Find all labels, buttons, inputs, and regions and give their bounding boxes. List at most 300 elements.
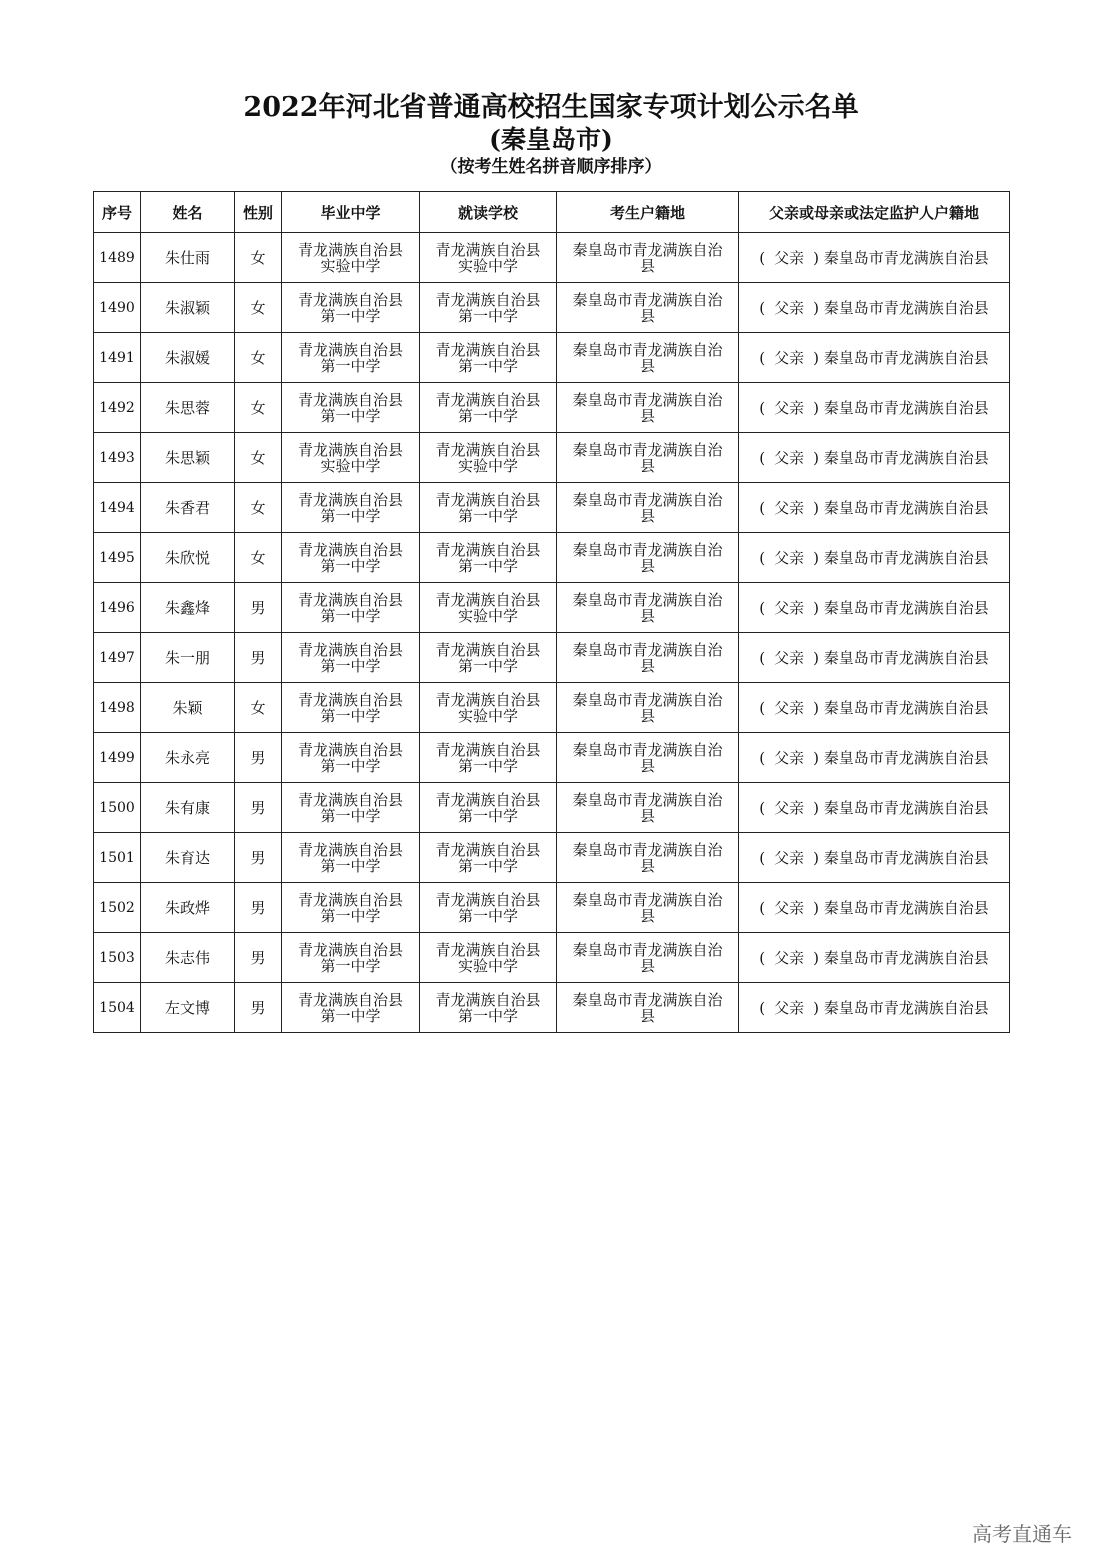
guardian-place: 秦皇岛市青龙满族自治县 xyxy=(823,399,989,417)
student-name: 朱鑫烽 xyxy=(141,583,235,633)
serial-number: 1491 xyxy=(94,333,141,383)
student-gender: 女 xyxy=(235,333,282,383)
student-name: 朱欣悦 xyxy=(141,533,235,583)
household-registration-line1: 秦皇岛市青龙满族自治 xyxy=(572,340,723,359)
table-row xyxy=(94,583,1010,633)
graduated-school-line1: 青龙满族自治县 xyxy=(297,590,403,609)
student-name: 朱思蓉 xyxy=(141,383,235,433)
household-registration-line2: 县 xyxy=(639,556,655,575)
graduated-school xyxy=(282,983,420,1033)
graduated-school-line2: 第一中学 xyxy=(320,606,381,625)
guardian-open-paren: ( xyxy=(759,299,766,317)
student-gender: 女 xyxy=(235,283,282,333)
household-registration-line2: 县 xyxy=(639,656,655,675)
guardian-place: 秦皇岛市青龙满族自治县 xyxy=(823,299,989,317)
header-household-registration: 考生户籍地 xyxy=(557,192,739,233)
student-gender: 女 xyxy=(235,383,282,433)
table-row xyxy=(94,483,1010,533)
guardian-place: 秦皇岛市青龙满族自治县 xyxy=(823,999,989,1017)
guardian-open-paren: ( xyxy=(759,799,766,817)
graduated-school-line1: 青龙满族自治县 xyxy=(297,640,403,659)
current-school-line1: 青龙满族自治县 xyxy=(435,640,541,659)
current-school-line2: 实验中学 xyxy=(457,706,518,725)
guardian-relation: 父亲 xyxy=(774,399,805,417)
guardian-close-paren: ) xyxy=(813,299,819,317)
guardian-registration xyxy=(739,483,1010,533)
guardian-registration xyxy=(739,533,1010,583)
household-registration-line2: 县 xyxy=(639,406,655,425)
guardian-close-paren: ) xyxy=(813,799,819,817)
header-guardian-registration: 父亲或母亲或法定监护人户籍地 xyxy=(739,192,1010,233)
current-school-line1: 青龙满族自治县 xyxy=(435,690,541,709)
household-registration-line1: 秦皇岛市青龙满族自治 xyxy=(572,840,723,859)
guardian-close-paren: ) xyxy=(813,349,819,367)
household-registration-line1: 秦皇岛市青龙满族自治 xyxy=(572,990,723,1009)
graduated-school-line2: 第一中学 xyxy=(320,656,381,675)
household-registration xyxy=(557,933,739,983)
household-registration-line1: 秦皇岛市青龙满族自治 xyxy=(572,440,723,459)
guardian-open-paren: ( xyxy=(759,399,766,417)
guardian-close-paren: ) xyxy=(813,249,819,267)
current-school-line2: 第一中学 xyxy=(457,356,518,375)
serial-number: 1498 xyxy=(94,683,141,733)
student-name: 左文博 xyxy=(141,983,235,1033)
serial-number: 1492 xyxy=(94,383,141,433)
current-school xyxy=(420,883,557,933)
guardian-registration xyxy=(739,883,1010,933)
guardian-close-paren: ) xyxy=(813,599,819,617)
graduated-school-line2: 第一中学 xyxy=(320,956,381,975)
table-row xyxy=(94,533,1010,583)
guardian-registration xyxy=(739,833,1010,883)
graduated-school xyxy=(282,883,420,933)
current-school-line2: 第一中学 xyxy=(457,656,518,675)
current-school xyxy=(420,283,557,333)
household-registration-line1: 秦皇岛市青龙满族自治 xyxy=(572,290,723,309)
guardian-relation: 父亲 xyxy=(774,949,805,967)
serial-number: 1490 xyxy=(94,283,141,333)
guardian-relation: 父亲 xyxy=(774,549,805,567)
household-registration-line2: 县 xyxy=(639,956,655,975)
graduated-school xyxy=(282,283,420,333)
student-gender: 男 xyxy=(235,783,282,833)
graduated-school xyxy=(282,833,420,883)
household-registration xyxy=(557,733,739,783)
student-gender: 男 xyxy=(235,983,282,1033)
household-registration-line1: 秦皇岛市青龙满族自治 xyxy=(572,790,723,809)
current-school-line2: 第一中学 xyxy=(457,806,518,825)
graduated-school-line2: 第一中学 xyxy=(320,556,381,575)
header-gender: 性别 xyxy=(235,192,282,233)
serial-number: 1499 xyxy=(94,733,141,783)
graduated-school xyxy=(282,633,420,683)
graduated-school-line1: 青龙满族自治县 xyxy=(297,890,403,909)
current-school xyxy=(420,783,557,833)
graduated-school-line2: 实验中学 xyxy=(320,456,381,475)
graduated-school-line2: 第一中学 xyxy=(320,356,381,375)
guardian-close-paren: ) xyxy=(813,699,819,717)
graduated-school-line2: 第一中学 xyxy=(320,856,381,875)
household-registration xyxy=(557,833,739,883)
guardian-close-paren: ) xyxy=(813,399,819,417)
current-school-line2: 实验中学 xyxy=(457,456,518,475)
current-school-line2: 实验中学 xyxy=(457,606,518,625)
student-gender: 男 xyxy=(235,583,282,633)
guardian-relation: 父亲 xyxy=(774,499,805,517)
student-name: 朱香君 xyxy=(141,483,235,533)
table-row xyxy=(94,983,1010,1033)
current-school-line1: 青龙满族自治县 xyxy=(435,540,541,559)
household-registration-line1: 秦皇岛市青龙满族自治 xyxy=(572,390,723,409)
serial-number: 1489 xyxy=(94,233,141,283)
guardian-registration xyxy=(739,933,1010,983)
guardian-open-paren: ( xyxy=(759,649,766,667)
current-school-line2: 第一中学 xyxy=(457,906,518,925)
household-registration xyxy=(557,433,739,483)
current-school-line1: 青龙满族自治县 xyxy=(435,340,541,359)
current-school-line2: 第一中学 xyxy=(457,506,518,525)
current-school xyxy=(420,483,557,533)
table-row xyxy=(94,933,1010,983)
guardian-close-paren: ) xyxy=(813,849,819,867)
household-registration xyxy=(557,383,739,433)
guardian-relation: 父亲 xyxy=(774,999,805,1017)
current-school-line1: 青龙满族自治县 xyxy=(435,440,541,459)
table-row xyxy=(94,883,1010,933)
current-school-line1: 青龙满族自治县 xyxy=(435,990,541,1009)
student-gender: 男 xyxy=(235,833,282,883)
current-school xyxy=(420,833,557,883)
watermark-text: 高考直通车 xyxy=(972,1522,1072,1546)
graduated-school xyxy=(282,433,420,483)
household-registration xyxy=(557,283,739,333)
serial-number: 1502 xyxy=(94,883,141,933)
student-name: 朱志伟 xyxy=(141,933,235,983)
household-registration xyxy=(557,883,739,933)
guardian-place: 秦皇岛市青龙满族自治县 xyxy=(823,499,989,517)
current-school-line1: 青龙满族自治县 xyxy=(435,890,541,909)
sort-note: （按考生姓名拼音顺序排序） xyxy=(440,157,662,177)
household-registration-line1: 秦皇岛市青龙满族自治 xyxy=(572,240,723,259)
guardian-registration xyxy=(739,983,1010,1033)
table-row xyxy=(94,633,1010,683)
table-row xyxy=(94,833,1010,883)
household-registration-line1: 秦皇岛市青龙满族自治 xyxy=(572,740,723,759)
guardian-place: 秦皇岛市青龙满族自治县 xyxy=(823,699,989,717)
current-school-line1: 青龙满族自治县 xyxy=(435,940,541,959)
guardian-registration xyxy=(739,683,1010,733)
guardian-relation: 父亲 xyxy=(774,799,805,817)
household-registration-line1: 秦皇岛市青龙满族自治 xyxy=(572,590,723,609)
guardian-place: 秦皇岛市青龙满族自治县 xyxy=(823,749,989,767)
household-registration xyxy=(557,233,739,283)
guardian-close-paren: ) xyxy=(813,999,819,1017)
household-registration-line2: 县 xyxy=(639,706,655,725)
guardian-place: 秦皇岛市青龙满族自治县 xyxy=(823,249,989,267)
current-school-line1: 青龙满族自治县 xyxy=(435,490,541,509)
household-registration-line2: 县 xyxy=(639,606,655,625)
graduated-school-line2: 第一中学 xyxy=(320,306,381,325)
household-registration xyxy=(557,633,739,683)
current-school-line1: 青龙满族自治县 xyxy=(435,390,541,409)
serial-number: 1500 xyxy=(94,783,141,833)
student-gender: 女 xyxy=(235,433,282,483)
serial-number: 1494 xyxy=(94,483,141,533)
graduated-school-line2: 第一中学 xyxy=(320,706,381,725)
guardian-relation: 父亲 xyxy=(774,249,805,267)
household-registration-line1: 秦皇岛市青龙满族自治 xyxy=(572,940,723,959)
household-registration-line1: 秦皇岛市青龙满族自治 xyxy=(572,540,723,559)
graduated-school xyxy=(282,533,420,583)
table-row xyxy=(94,683,1010,733)
graduated-school-line2: 第一中学 xyxy=(320,906,381,925)
guardian-place: 秦皇岛市青龙满族自治县 xyxy=(823,449,989,467)
guardian-close-paren: ) xyxy=(813,749,819,767)
graduated-school-line1: 青龙满族自治县 xyxy=(297,490,403,509)
guardian-registration xyxy=(739,733,1010,783)
student-name: 朱颖 xyxy=(141,683,235,733)
current-school-line1: 青龙满族自治县 xyxy=(435,740,541,759)
household-registration-line1: 秦皇岛市青龙满族自治 xyxy=(572,490,723,509)
header-serial: 序号 xyxy=(94,192,141,233)
graduated-school-line1: 青龙满族自治县 xyxy=(297,690,403,709)
household-registration-line2: 县 xyxy=(639,356,655,375)
household-registration-line2: 县 xyxy=(639,306,655,325)
guardian-close-paren: ) xyxy=(813,649,819,667)
current-school xyxy=(420,733,557,783)
guardian-relation: 父亲 xyxy=(774,349,805,367)
graduated-school-line1: 青龙满族自治县 xyxy=(297,990,403,1009)
guardian-registration xyxy=(739,783,1010,833)
household-registration xyxy=(557,783,739,833)
household-registration-line2: 县 xyxy=(639,456,655,475)
graduated-school-line1: 青龙满族自治县 xyxy=(297,740,403,759)
guardian-relation: 父亲 xyxy=(774,599,805,617)
student-name: 朱政烨 xyxy=(141,883,235,933)
student-gender: 男 xyxy=(235,733,282,783)
household-registration-line2: 县 xyxy=(639,906,655,925)
graduated-school-line1: 青龙满族自治县 xyxy=(297,240,403,259)
guardian-open-paren: ( xyxy=(759,849,766,867)
graduated-school-line2: 实验中学 xyxy=(320,256,381,275)
roster-table xyxy=(93,191,1010,1033)
guardian-relation: 父亲 xyxy=(774,849,805,867)
graduated-school-line1: 青龙满族自治县 xyxy=(297,840,403,859)
serial-number: 1495 xyxy=(94,533,141,583)
current-school xyxy=(420,583,557,633)
current-school-line2: 第一中学 xyxy=(457,756,518,775)
graduated-school-line1: 青龙满族自治县 xyxy=(297,390,403,409)
current-school-line2: 实验中学 xyxy=(457,956,518,975)
graduated-school xyxy=(282,683,420,733)
student-name: 朱思颖 xyxy=(141,433,235,483)
student-gender: 男 xyxy=(235,933,282,983)
graduated-school-line2: 第一中学 xyxy=(320,806,381,825)
header-current-school: 就读学校 xyxy=(420,192,557,233)
graduated-school-line2: 第一中学 xyxy=(320,506,381,525)
guardian-place: 秦皇岛市青龙满族自治县 xyxy=(823,799,989,817)
guardian-place: 秦皇岛市青龙满族自治县 xyxy=(823,899,989,917)
graduated-school-line1: 青龙满族自治县 xyxy=(297,790,403,809)
household-registration-line1: 秦皇岛市青龙满族自治 xyxy=(572,890,723,909)
current-school-line2: 第一中学 xyxy=(457,856,518,875)
graduated-school xyxy=(282,483,420,533)
household-registration xyxy=(557,333,739,383)
guardian-registration xyxy=(739,283,1010,333)
household-registration xyxy=(557,583,739,633)
guardian-open-paren: ( xyxy=(759,449,766,467)
current-school-line1: 青龙满族自治县 xyxy=(435,790,541,809)
guardian-open-paren: ( xyxy=(759,899,766,917)
student-name: 朱育达 xyxy=(141,833,235,883)
guardian-close-paren: ) xyxy=(813,499,819,517)
table-row xyxy=(94,383,1010,433)
student-gender: 女 xyxy=(235,683,282,733)
student-gender: 女 xyxy=(235,233,282,283)
student-name: 朱淑媛 xyxy=(141,333,235,383)
guardian-open-paren: ( xyxy=(759,349,766,367)
graduated-school-line1: 青龙满族自治县 xyxy=(297,340,403,359)
graduated-school xyxy=(282,783,420,833)
serial-number: 1496 xyxy=(94,583,141,633)
current-school xyxy=(420,533,557,583)
table-row xyxy=(94,233,1010,283)
graduated-school-line1: 青龙满族自治县 xyxy=(297,540,403,559)
table-row xyxy=(94,783,1010,833)
current-school xyxy=(420,333,557,383)
guardian-relation: 父亲 xyxy=(774,449,805,467)
student-name: 朱永亮 xyxy=(141,733,235,783)
guardian-open-paren: ( xyxy=(759,699,766,717)
guardian-open-paren: ( xyxy=(759,949,766,967)
current-school-line2: 第一中学 xyxy=(457,406,518,425)
serial-number: 1501 xyxy=(94,833,141,883)
current-school-line1: 青龙满族自治县 xyxy=(435,590,541,609)
guardian-registration xyxy=(739,383,1010,433)
household-registration xyxy=(557,483,739,533)
current-school-line2: 第一中学 xyxy=(457,1006,518,1025)
serial-number: 1493 xyxy=(94,433,141,483)
guardian-relation: 父亲 xyxy=(774,649,805,667)
household-registration xyxy=(557,983,739,1033)
graduated-school-line1: 青龙满族自治县 xyxy=(297,940,403,959)
household-registration-line2: 县 xyxy=(639,506,655,525)
guardian-relation: 父亲 xyxy=(774,899,805,917)
student-name: 朱一朋 xyxy=(141,633,235,683)
guardian-close-paren: ) xyxy=(813,899,819,917)
guardian-place: 秦皇岛市青龙满族自治县 xyxy=(823,849,989,867)
guardian-place: 秦皇岛市青龙满族自治县 xyxy=(823,549,989,567)
graduated-school-line2: 第一中学 xyxy=(320,756,381,775)
table-row xyxy=(94,283,1010,333)
document-subtitle: (秦皇岛市) xyxy=(489,125,613,154)
graduated-school-line1: 青龙满族自治县 xyxy=(297,440,403,459)
student-name: 朱仕雨 xyxy=(141,233,235,283)
current-school-line1: 青龙满族自治县 xyxy=(435,840,541,859)
serial-number: 1497 xyxy=(94,633,141,683)
guardian-relation: 父亲 xyxy=(774,299,805,317)
guardian-open-paren: ( xyxy=(759,999,766,1017)
guardian-open-paren: ( xyxy=(759,499,766,517)
current-school-line2: 第一中学 xyxy=(457,306,518,325)
graduated-school xyxy=(282,933,420,983)
guardian-close-paren: ) xyxy=(813,549,819,567)
household-registration-line1: 秦皇岛市青龙满族自治 xyxy=(572,640,723,659)
current-school xyxy=(420,233,557,283)
guardian-open-paren: ( xyxy=(759,749,766,767)
graduated-school xyxy=(282,383,420,433)
student-name: 朱有康 xyxy=(141,783,235,833)
current-school xyxy=(420,683,557,733)
header-name: 姓名 xyxy=(141,192,235,233)
student-gender: 女 xyxy=(235,483,282,533)
guardian-open-paren: ( xyxy=(759,549,766,567)
current-school-line2: 实验中学 xyxy=(457,256,518,275)
current-school xyxy=(420,433,557,483)
guardian-place: 秦皇岛市青龙满族自治县 xyxy=(823,949,989,967)
document-title: 2022年河北省普通高校招生国家专项计划公示名单 xyxy=(243,92,859,123)
current-school xyxy=(420,633,557,683)
current-school xyxy=(420,933,557,983)
current-school-line1: 青龙满族自治县 xyxy=(435,290,541,309)
header-row xyxy=(94,192,1010,233)
household-registration-line2: 县 xyxy=(639,806,655,825)
guardian-relation: 父亲 xyxy=(774,699,805,717)
student-gender: 男 xyxy=(235,883,282,933)
serial-number: 1504 xyxy=(94,983,141,1033)
guardian-open-paren: ( xyxy=(759,599,766,617)
graduated-school xyxy=(282,333,420,383)
guardian-registration xyxy=(739,583,1010,633)
guardian-registration xyxy=(739,233,1010,283)
household-registration xyxy=(557,533,739,583)
table-row xyxy=(94,433,1010,483)
guardian-place: 秦皇岛市青龙满族自治县 xyxy=(823,649,989,667)
current-school-line1: 青龙满族自治县 xyxy=(435,240,541,259)
table-row xyxy=(94,733,1010,783)
graduated-school xyxy=(282,583,420,633)
guardian-open-paren: ( xyxy=(759,249,766,267)
guardian-relation: 父亲 xyxy=(774,749,805,767)
current-school xyxy=(420,983,557,1033)
guardian-place: 秦皇岛市青龙满族自治县 xyxy=(823,599,989,617)
graduated-school-line2: 第一中学 xyxy=(320,1006,381,1025)
current-school-line2: 第一中学 xyxy=(457,556,518,575)
household-registration-line2: 县 xyxy=(639,256,655,275)
graduated-school xyxy=(282,733,420,783)
current-school xyxy=(420,383,557,433)
student-name: 朱淑颖 xyxy=(141,283,235,333)
student-gender: 男 xyxy=(235,633,282,683)
guardian-close-paren: ) xyxy=(813,949,819,967)
graduated-school-line2: 第一中学 xyxy=(320,406,381,425)
household-registration xyxy=(557,683,739,733)
guardian-registration xyxy=(739,433,1010,483)
table-row xyxy=(94,333,1010,383)
graduated-school-line1: 青龙满族自治县 xyxy=(297,290,403,309)
guardian-registration xyxy=(739,333,1010,383)
guardian-place: 秦皇岛市青龙满族自治县 xyxy=(823,349,989,367)
guardian-registration xyxy=(739,633,1010,683)
graduated-school xyxy=(282,233,420,283)
student-gender: 女 xyxy=(235,533,282,583)
household-registration-line1: 秦皇岛市青龙满族自治 xyxy=(572,690,723,709)
header-graduated-school: 毕业中学 xyxy=(282,192,420,233)
serial-number: 1503 xyxy=(94,933,141,983)
guardian-close-paren: ) xyxy=(813,449,819,467)
household-registration-line2: 县 xyxy=(639,1006,655,1025)
household-registration-line2: 县 xyxy=(639,856,655,875)
